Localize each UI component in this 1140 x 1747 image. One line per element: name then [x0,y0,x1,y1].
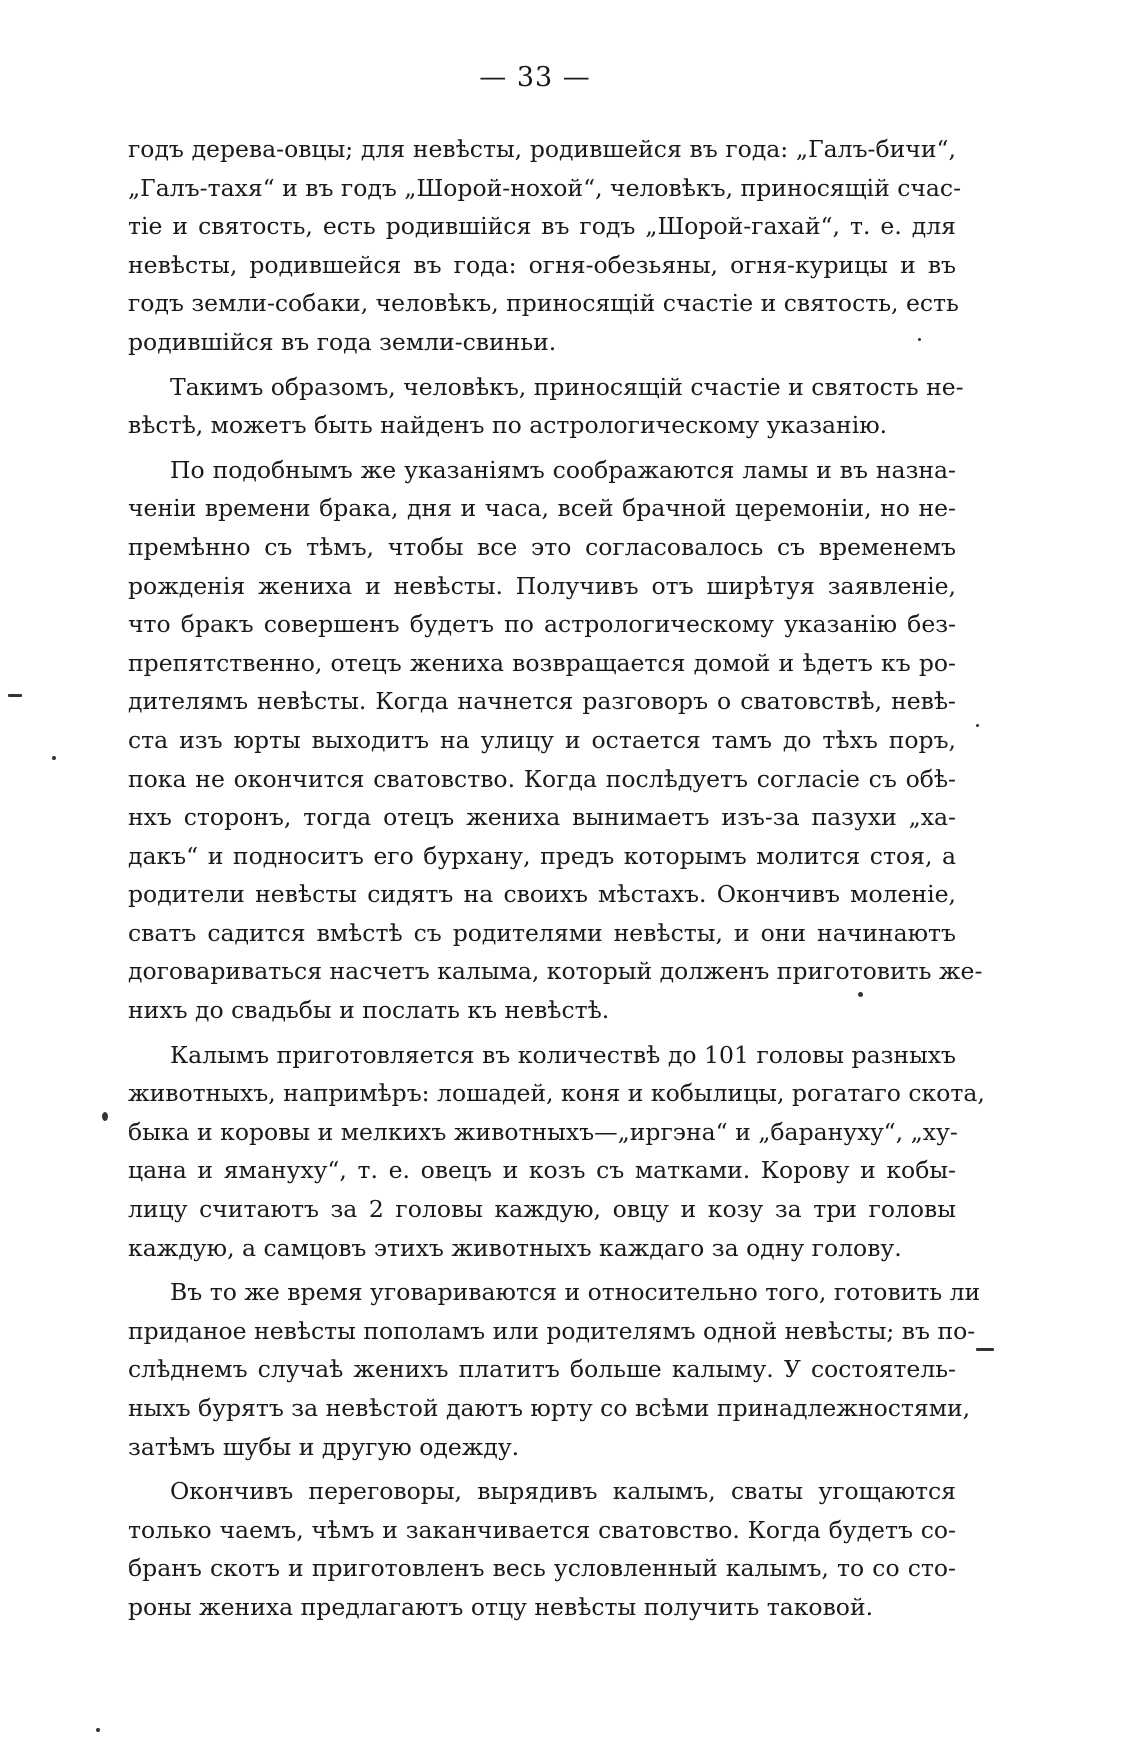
paragraph-3 [128,451,983,1030]
scan-speck [976,1348,994,1351]
paragraph-5 [128,1273,981,1466]
body-text [128,130,985,1633]
text-line: родители невѣсты сидятъ на своихъ мѣстахъ. Окончивъ моленіе, [128,880,956,909]
text-line: Въ то же время уговариваются и относительно того, готовить ли [170,1278,981,1307]
text-line: нихъ до свадьбы и послать къ невѣстѣ. [128,996,610,1025]
scan-speck [52,756,56,760]
text-line: договариваться насчетъ калыма, который долженъ приготовить же- [128,957,983,986]
text-line: слѣднемъ случаѣ женихъ платитъ больше калыму. У состоятель- [128,1355,956,1384]
text-line: невѣсты, родившейся въ года: огня-обезьяны, огня-курицы и въ [128,250,956,279]
text-line: лицу считаютъ за 2 головы каждую, овцу и козу за три головы [128,1195,956,1224]
text-line: препятственно, отецъ жениха возвращается домой и ѣдетъ къ ро- [128,648,956,677]
text-line: рожденія жениха и невѣсты. Получивъ отъ ширѣтуя заявленіе, [128,571,956,600]
text-line: животныхъ, напримѣръ: лошадей, коня и кобылицы, рогатаго скота, [128,1079,985,1108]
text-line: роны жениха предлагаютъ отцу невѣсты получить таковой. [128,1592,874,1621]
text-line: что бракъ совершенъ будетъ по астрологическому указанію без- [128,610,956,639]
text-line: премѣнно съ тѣмъ, чтобы все это согласовалось съ временемъ [128,532,956,561]
scan-speck [8,694,22,697]
scan-speck [918,338,921,341]
text-line: сватъ садится вмѣстѣ съ родителями невѣсты, и они начинаютъ [128,918,956,947]
text-line: ныхъ бурятъ за невѣстой даютъ юрту со всѣми принадлежностями, [128,1394,971,1422]
text-line: нхъ сторонъ, тогда отецъ жениха вынимаетъ изъ-за пазухи „ха- [128,803,956,832]
text-line: дителямъ невѣсты. Когда начнется разговоръ о сватовствѣ, невѣ- [128,687,956,716]
text-line: бранъ скотъ и приготовленъ весь условленный калымъ, то со сто- [128,1554,956,1583]
text-line: „Галъ-тахя“ и въ годъ „Шорой-нохой“, человѣкъ, приносящій счас- [128,173,962,202]
paragraph-2 [128,368,964,445]
paragraph-4 [128,1036,985,1268]
page-number: — 33 — [479,62,591,93]
scan-speck [102,1112,108,1121]
scan-speck [96,1728,100,1732]
text-line: По подобнымъ же указаніямъ соображаются ламы и въ назна- [170,455,956,484]
text-line: ченіи времени брака, дня и часа, всей брачной церемоніи, но не- [128,494,956,523]
text-line: приданое невѣсты пополамъ или родителямъ одной невѣсты; въ по- [128,1316,976,1345]
text-line: Окончивъ переговоры, вырядивъ калымъ, сваты угощаются [170,1477,956,1506]
text-line: каждую, а самцовъ этихъ животныхъ каждаго за одну голову. [128,1233,902,1262]
scan-speck [976,724,979,727]
text-line: годъ дерева-овцы; для невѣсты, родившейся въ года: „Галъ-бичи“, [128,135,956,163]
text-line: затѣмъ шубы и другую одежду. [128,1432,520,1461]
text-line: вѣстѣ, можетъ быть найденъ по астрологическому указанію. [128,411,888,440]
text-line: цана и ямануху“, т. е. овецъ и козъ съ матками. Корову и кобы- [128,1156,956,1185]
text-line: пока не окончится сватовство. Когда послѣдуетъ согласіе съ обѣ- [128,764,956,793]
text-line: Калымъ приготовляется въ количествѣ до 101 головы разныхъ [170,1040,956,1069]
text-line: дакъ“ и подноситъ его бурхану, предъ которымъ молится стоя, а [128,841,956,870]
paragraph-1 [128,130,962,362]
text-line: только чаемъ, чѣмъ и заканчивается сватовство. Когда будетъ со- [128,1515,956,1544]
text-line: быка и коровы и мелкихъ животныхъ—„иргэна“ и „баранухy“, „ху- [128,1117,958,1146]
text-line: тіе и святость, есть родившійся въ годъ „Шорой-гахай“, т. е. для [128,212,956,241]
text-line: родившійся въ года земли-свиньи. [128,327,557,356]
scan-speck [858,992,863,997]
text-line: ста изъ юрты выходитъ на улицу и остается тамъ до тѣхъ поръ, [128,725,956,754]
text-line: годъ земли-собаки, человѣкъ, приносящій счастіе и святость, есть [128,289,959,318]
paragraph-6 [128,1472,956,1626]
text-line: Такимъ образомъ, человѣкъ, приносящій счастіе и святость не- [170,372,964,401]
